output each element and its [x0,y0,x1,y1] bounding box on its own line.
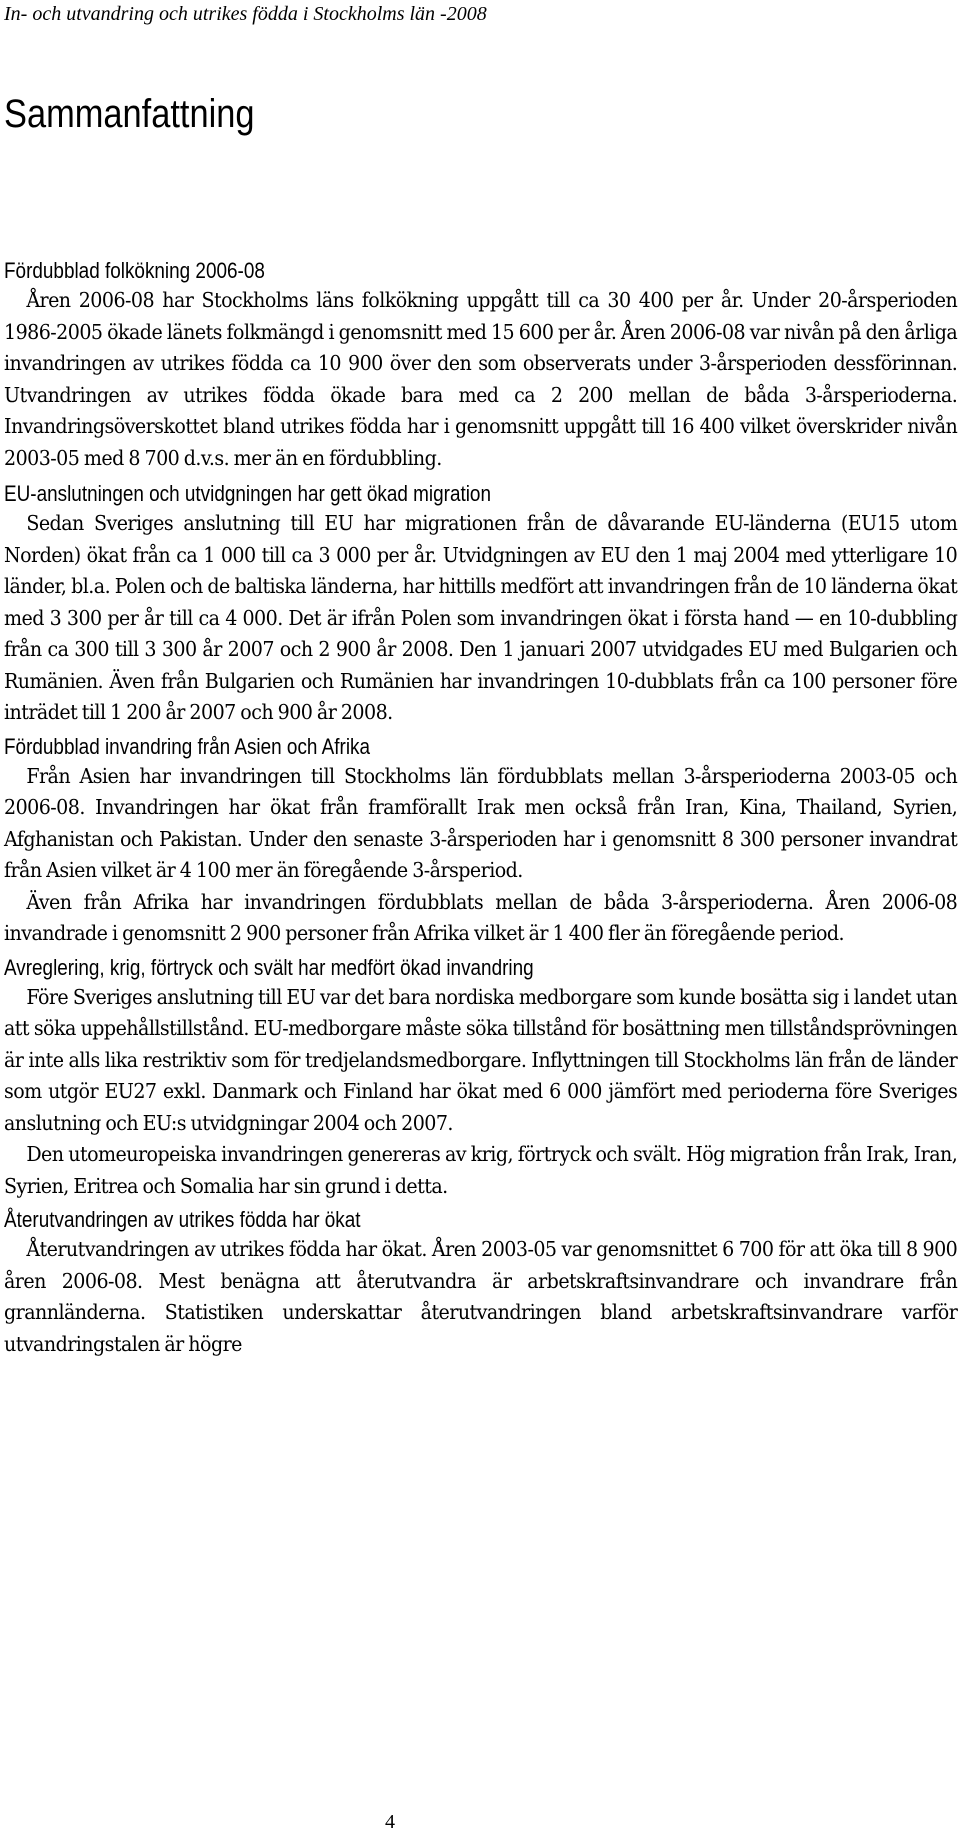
document-body [4,255,956,1360]
section-heading: Fördubblad invandring från Asien och Afrika [4,733,371,759]
section-eu-anslutning [4,478,956,729]
paragraph: Återutvandringen av utrikes födda har ökat. Åren 2003-05 var genomsnittet 6 700 för att öka till 8 900 åren 2006-08. Mest benägna att återutvandra är arbetskraftsinvandrare och invandrare från grannländerna. Statistiken underskattar återutvandringen bland arbetskraftsinvandrare varför utvandringstalen är högre [4,1237,958,1356]
running-header: In- och utvandring och utrikes födda i Stockholms län -2008 [4,3,487,25]
section-avreglering [4,952,956,1203]
section-aterutvandring [4,1204,956,1360]
paragraph: Den utomeuropeiska invandringen genereras av krig, förtryck och svält. Hög migration från Irak, Iran, Syrien, Eritrea och Somalia har sin grund i detta. [4,1142,958,1198]
page-title: Sammanfattning [4,92,255,136]
page-number: 4 [385,1811,395,1833]
section-heading: Fördubblad folkökning 2006-08 [4,258,265,283]
paragraph: Även från Afrika har invandringen fördubblats mellan de båda 3-årsperioderna. Åren 2006-08 invandrade i genomsnitt 2 900 personer från Afrika vilket är 1 400 fler än föregående period. [4,889,958,945]
section-heading: EU-anslutningen och utvidgningen har gett ökad migration [4,481,491,506]
paragraph: Före Sveriges anslutning till EU var det bara nordiska medborgare som kunde bosätta sig i landet utan att söka uppehållstillstånd. EU-medborgare måste söka tillstånd för bosättning men tillståndsprövningen är inte alls lika restriktiv som för tredjelandsmedborgare. Inflyttningen till Stockholms län från de länder som utgör EU27 exkl. Danmark och Finland har ökat med 6 000 jämfört med perioderna före Sveriges anslutning och EU:s utvidgningar 2004 och 2007. [4,984,958,1135]
paragraph: Åren 2006-08 har Stockholms läns folkökning uppgått till ca 30 400 per år. Under 20-årsperioden 1986-2005 ökade länets folkmängd i genomsnitt med 15 600 per år. Åren 2006-08 var nivån på den årliga invandringen av utrikes födda ca 10 900 över den som observerats under 3-årsperioden dessförinnan. Utvandringen av utrikes födda ökade bara med ca 2 200 mellan de båda 3-årsperioderna. Invandringsöverskottet bland utrikes födda har i genomsnitt uppgått till 16 400 vilket överskrider nivån 2003-05 med 8 700 d.v.s. mer än en fördubbling. [4,288,958,470]
paragraph: Sedan Sveriges anslutning till EU har migrationen från de dåvarande EU-länderna (EU15 utom Norden) ökat från ca 1 000 till ca 3 000 per år. Utvidgningen av EU den 1 maj 2004 med ytterligare 10 länder, bl.a. Polen och de baltiska länderna, har hittills medfört att invandringen från de 10 länderna ökat med 3 300 per år till ca 4 000. Det är ifrån Polen som invandringen ökat i första hand — en 10-dubbling från ca 300 till 3 300 år 2007 och 2 900 år 2008. Den 1 januari 2007 utvidgades EU med Bulgarien och Rumänien. Även från Bulgarien och Rumänien har invandringen 10-dubblats från ca 100 personer före inträdet till 1 200 år 2007 och 900 år 2008. [4,511,958,724]
section-heading: Avreglering, krig, förtryck och svält har medfört ökad invandring [4,954,534,980]
section-folkokning [4,255,956,474]
section-asien-afrika [4,731,956,950]
paragraph: Från Asien har invandringen till Stockholms län fördubblats mellan 3-årsperioderna 2003-05 och 2006-08. Invandringen har ökat från framförallt Irak men också från Iran, Kina, Thailand, Syrien, Afghanistan och Pakistan. Under den senaste 3-årsperioden har i genomsnitt 8 300 personer invandrat från Asien vilket är 4 100 mer än föregående 3-årsperiod. [4,763,958,882]
section-heading: Återutvandringen av utrikes födda har ökat [4,1207,361,1232]
